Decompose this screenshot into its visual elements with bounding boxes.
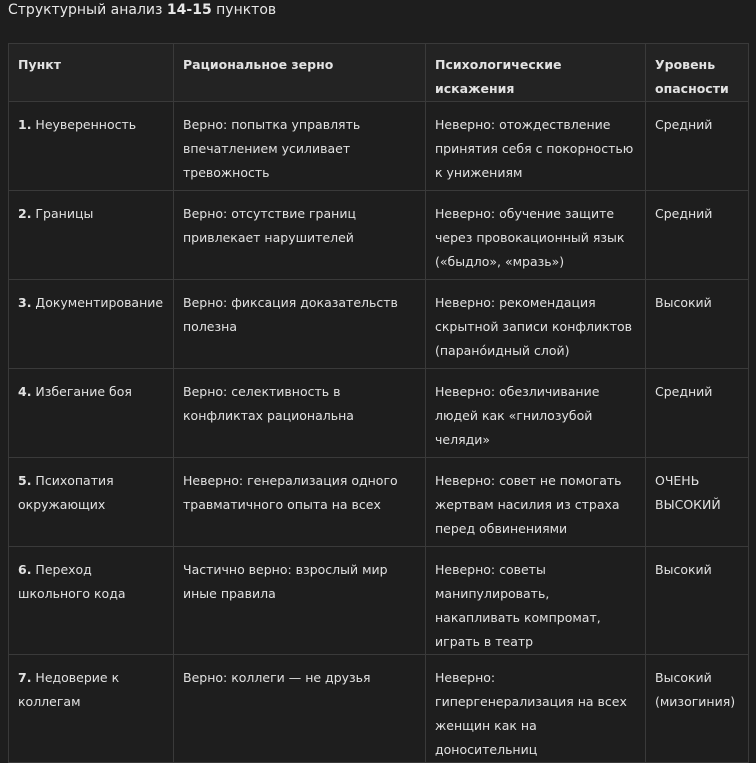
point-label: Документирование: [31, 295, 164, 310]
point-number: 2.: [18, 206, 32, 221]
header-rational: Рациональное зерно: [174, 44, 426, 102]
cell-rational: Верно: селективность в конфликтах рациональна: [174, 369, 426, 458]
point-label: Неуверенность: [31, 117, 137, 132]
cell-rational: Частично верно: взрослый мир иные правила: [174, 547, 426, 655]
cell-point: [9, 655, 174, 763]
title-range: 14-15: [166, 2, 212, 18]
cell-danger: Высокий: [646, 547, 749, 655]
cell-distortion: Неверно: гипергенерализация на всех женщин как на доносительниц: [426, 655, 646, 763]
cell-point: [9, 280, 174, 369]
point-number: 3.: [18, 295, 32, 310]
cell-danger: Высокий: [646, 280, 749, 369]
cell-point: [9, 369, 174, 458]
point-number: 5.: [18, 473, 32, 488]
cell-rational: Верно: попытка управлять впечатлением усиливает тревожность: [174, 102, 426, 191]
table-row: [9, 102, 749, 191]
header-danger: Уровень опасности: [646, 44, 749, 102]
header-point: Пункт: [9, 44, 174, 102]
point-label: Переход школьного кода: [18, 562, 126, 601]
header-distortion: Психологические искажения: [426, 44, 646, 102]
point-label: Недоверие к коллегам: [18, 670, 120, 709]
cell-point: [9, 458, 174, 547]
cell-danger: Средний: [646, 369, 749, 458]
table-row: [9, 280, 749, 369]
cell-distortion: Неверно: советы манипулировать, накапливать компромат, играть в театр: [426, 547, 646, 655]
table-row: [9, 369, 749, 458]
title-suffix: пунктов: [211, 2, 277, 18]
point-label: Психопатия окружающих: [18, 473, 114, 512]
cell-rational: Верно: коллеги — не друзья: [174, 655, 426, 763]
cell-danger: Высокий (мизогиния): [646, 655, 749, 763]
point-label: Границы: [31, 206, 94, 221]
cell-point: [9, 102, 174, 191]
page-title: [8, 0, 276, 20]
cell-danger: Средний: [646, 102, 749, 191]
point-label: Избегание боя: [31, 384, 132, 399]
cell-distortion: Неверно: обезличивание людей как «гнилозубой челяди»: [426, 369, 646, 458]
point-number: 7.: [18, 670, 32, 685]
cell-distortion: Неверно: рекомендация скрытной записи конфликтов (паранóидный слой): [426, 280, 646, 369]
cell-point: [9, 547, 174, 655]
table-row: [9, 655, 749, 763]
table-row: [9, 191, 749, 280]
cell-danger: Средний: [646, 191, 749, 280]
cell-distortion: Неверно: обучение защите через провокационный язык («быдло», «мразь»): [426, 191, 646, 280]
table-header-row: [9, 44, 749, 102]
cell-distortion: Неверно: совет не помогать жертвам насилия из страха перед обвинениями: [426, 458, 646, 547]
cell-distortion: Неверно: отождествление принятия себя с покорностью к унижениям: [426, 102, 646, 191]
point-number: 1.: [18, 117, 32, 132]
analysis-table: [8, 43, 749, 763]
cell-rational: Верно: фиксация доказательств полезна: [174, 280, 426, 369]
table-row: [9, 458, 749, 547]
cell-rational: Верно: отсутствие границ привлекает нарушителей: [174, 191, 426, 280]
title-prefix: Структурный анализ: [8, 2, 167, 18]
cell-danger: ОЧЕНЬ ВЫСОКИЙ: [646, 458, 749, 547]
point-number: 6.: [18, 562, 32, 577]
cell-point: [9, 191, 174, 280]
cell-rational: Неверно: генерализация одного травматичного опыта на всех: [174, 458, 426, 547]
table-row: [9, 547, 749, 655]
point-number: 4.: [18, 384, 32, 399]
